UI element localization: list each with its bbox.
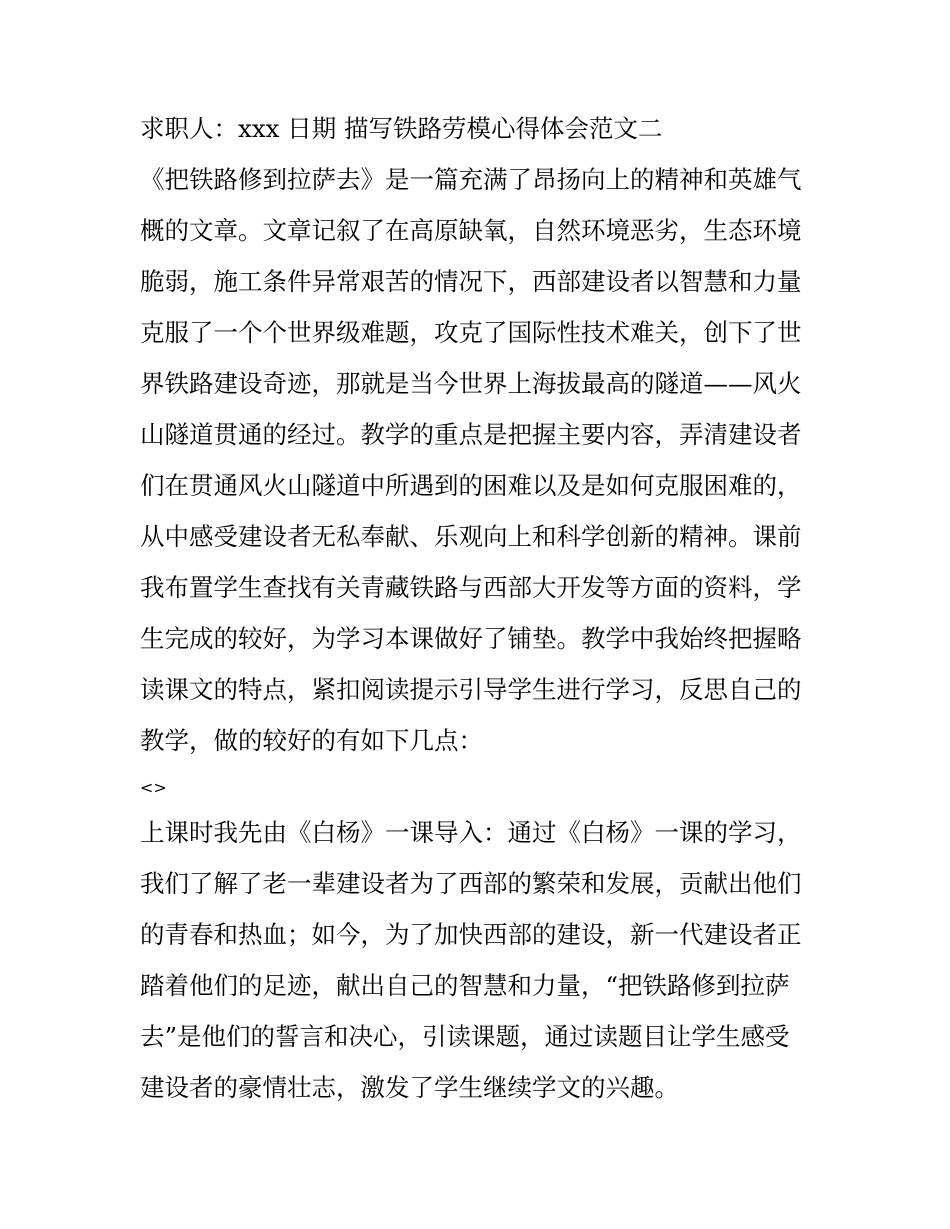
header-line: 求职人：xxx 日期 描写铁路劳模心得体会范文二 (140, 114, 663, 143)
paragraph-1-line-10: 生完成的较好，为学习本课做好了铺垫。教学中我始终把握略 (140, 624, 802, 653)
paragraph-1-line-7: 们在贯通风火山隧道中所遇到的困难以及是如何克服困难的， (140, 471, 802, 500)
paragraph-1-line-9: 我布置学生查找有关青藏铁路与西部大开发等方面的资料，学 (140, 573, 802, 602)
section-marker: <> (140, 778, 167, 797)
paragraph-1-line-6: 山隧道贯通的经过。教学的重点是把握主要内容，弄清建设者 (140, 420, 802, 449)
paragraph-1-line-11: 读课文的特点，紧扣阅读提示引导学生进行学习，反思自己的 (140, 675, 802, 704)
paragraph-1-line-8: 从中感受建设者无私奉献、乐观向上和科学创新的精神。课前 (140, 522, 802, 551)
paragraph-2-line-5: 去”是他们的誓言和决心，引读课题，通过读题目让学生感受 (140, 1022, 790, 1051)
paragraph-1-line-12: 教学，做的较好的有如下几点： (140, 726, 483, 755)
paragraph-1-line-5: 界铁路建设奇迹，那就是当今世界上海拔最高的隧道——风火 (140, 369, 802, 398)
paragraph-1-line-2: 概的文章。文章记叙了在高原缺氧，自然环境恶劣，生态环境 (140, 216, 802, 245)
paragraph-1-line-4: 克服了一个个世界级难题，攻克了国际性技术难关，创下了世 (140, 318, 802, 347)
paragraph-2-line-3: 的青春和热血；如今，为了加快西部的建设，新一代建设者正 (140, 920, 802, 949)
paragraph-2-line-2: 我们了解了老一辈建设者为了西部的繁荣和发展，贡献出他们 (140, 869, 802, 898)
paragraph-2-line-4: 踏着他们的足迹，献出自己的智慧和力量，“把铁路修到拉萨 (140, 971, 790, 1000)
paragraph-2-line-1: 上课时我先由《白杨》一课导入：通过《白杨》一课的学习， (140, 818, 802, 847)
paragraph-2-line-6: 建设者的豪情壮志，激发了学生继续学文的兴趣。 (140, 1073, 679, 1102)
paragraph-1-line-3: 脆弱，施工条件异常艰苦的情况下，西部建设者以智慧和力量 (140, 267, 802, 296)
paragraph-1-line-1: 《把铁路修到拉萨去》是一篇充满了昂扬向上的精神和英雄气 (140, 165, 802, 194)
